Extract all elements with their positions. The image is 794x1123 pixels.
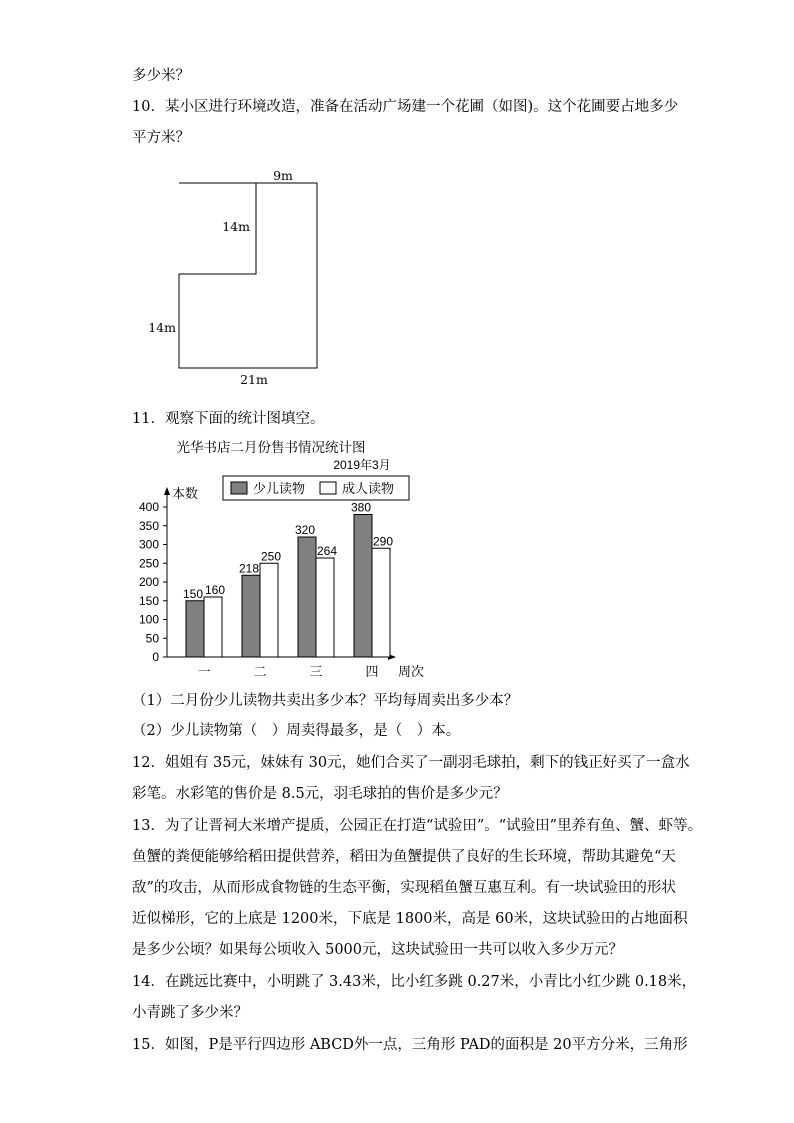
bar-adult: [372, 548, 390, 657]
data-label: 264: [316, 544, 338, 558]
bar-children: [354, 515, 372, 658]
bar-chart: [130, 435, 440, 685]
garden-outline: [179, 183, 317, 368]
chart-date: 2019年3月: [333, 458, 391, 472]
legend-swatch: [320, 482, 336, 494]
data-label: 218: [238, 561, 260, 576]
garden-figure: [140, 165, 340, 390]
question-13-line1: 13．为了让晋祠大米增产提质，公园正在打造“试验田”。“试验田”里养有鱼、蟹、虾等。: [132, 818, 703, 834]
question-13-line4: 近似梯形，它的上底是 1200米，下底是 1800米，高是 60米，这块试验田的占地面积: [132, 911, 688, 927]
data-label: 160: [204, 583, 226, 597]
bar-adult: [316, 558, 334, 657]
data-label: 380: [350, 500, 372, 515]
data-label: 250: [260, 549, 282, 564]
x-tick-label: 二: [253, 664, 267, 679]
bar-children: [186, 601, 204, 657]
y-tick-label: 200: [138, 575, 159, 589]
label-lower-left: 14m: [148, 320, 176, 335]
data-label: 290: [372, 534, 394, 549]
x-tick-label: 一: [197, 664, 211, 679]
y-tick-label: 250: [138, 556, 159, 571]
data-label: 150: [182, 586, 204, 601]
question-12-line1: 12．姐姐有 35元，妹妹有 30元，她们合买了一副羽毛球拍，剩下的钱正好买了一盒水: [132, 755, 690, 771]
data-label: 320: [294, 523, 316, 537]
question-14-line2: 小青跳了多少米？: [132, 1005, 248, 1021]
question-12-line2: 彩笔。水彩笔的售价是 8.5元，羽毛球拍的售价是多少元？: [132, 786, 508, 802]
question-10-line2: 平方米？: [132, 130, 190, 146]
x-axis-label: 周次: [398, 664, 425, 679]
legend-label: 少儿读物: [253, 481, 306, 496]
y-tick-label: 100: [138, 612, 159, 627]
y-tick-label: 300: [138, 537, 159, 552]
bar-adult: [260, 563, 278, 657]
question-14-line1: 14．在跳远比赛中，小明跳了 3.43米，比小红多跳 0.27米，小青比小红少跳 0.18米，: [132, 974, 697, 990]
text-line: 多少米？: [132, 68, 190, 84]
question-15-line1: 15．如图，P是平行四边形 ABCD外一点，三角形 PAD的面积是 20平方分米，三角形: [132, 1037, 688, 1053]
y-tick-label: 50: [145, 631, 159, 646]
question-11-part1: （1）二月份少儿读物共卖出多少本？平均每周卖出多少本？: [132, 693, 519, 709]
chart-title: 光华书店二月份售书情况统计图: [176, 440, 366, 455]
y-axis-label: 本数: [172, 486, 199, 501]
y-tick-label: 350: [138, 518, 159, 533]
question-10-line1: 10．某小区进行环境改造，准备在活动广场建一个花圃（如图)。这个花圃要占地多少: [132, 99, 679, 115]
label-top: 9m: [273, 168, 293, 183]
y-tick-label: 0: [152, 650, 159, 664]
bar-children: [242, 575, 260, 657]
legend-swatch: [231, 482, 247, 494]
question-13-line3: 敌”的攻击，从而形成食物链的生态平衡，实现稻鱼蟹互惠互利。有一块试验田的形状: [132, 880, 676, 896]
question-11-part2: （2）少儿读物第（ ）周卖得最多，是（ ）本。: [132, 723, 461, 739]
y-tick-label: 400: [138, 500, 159, 514]
x-tick-label: 三: [309, 664, 323, 679]
label-bottom: 21m: [240, 372, 268, 387]
legend-label: 成人读物: [342, 481, 395, 496]
question-11: 11．观察下面的统计图填空。: [132, 411, 325, 427]
question-13-line2: 鱼蟹的粪便能够给稻田提供营养，稻田为鱼蟹提供了良好的生长环境，帮助其避免“天: [132, 849, 676, 865]
x-tick-label: 四: [365, 664, 379, 679]
label-upper-left: 14m: [222, 219, 250, 234]
bar-adult: [204, 597, 222, 657]
question-13-line5: 是多少公顷？如果每公顷收入 5000元，这块试验田一共可以收入多少万元？: [132, 942, 624, 958]
y-tick-label: 150: [138, 593, 159, 608]
y-axis-arrow: [164, 487, 170, 495]
bar-children: [298, 537, 316, 657]
